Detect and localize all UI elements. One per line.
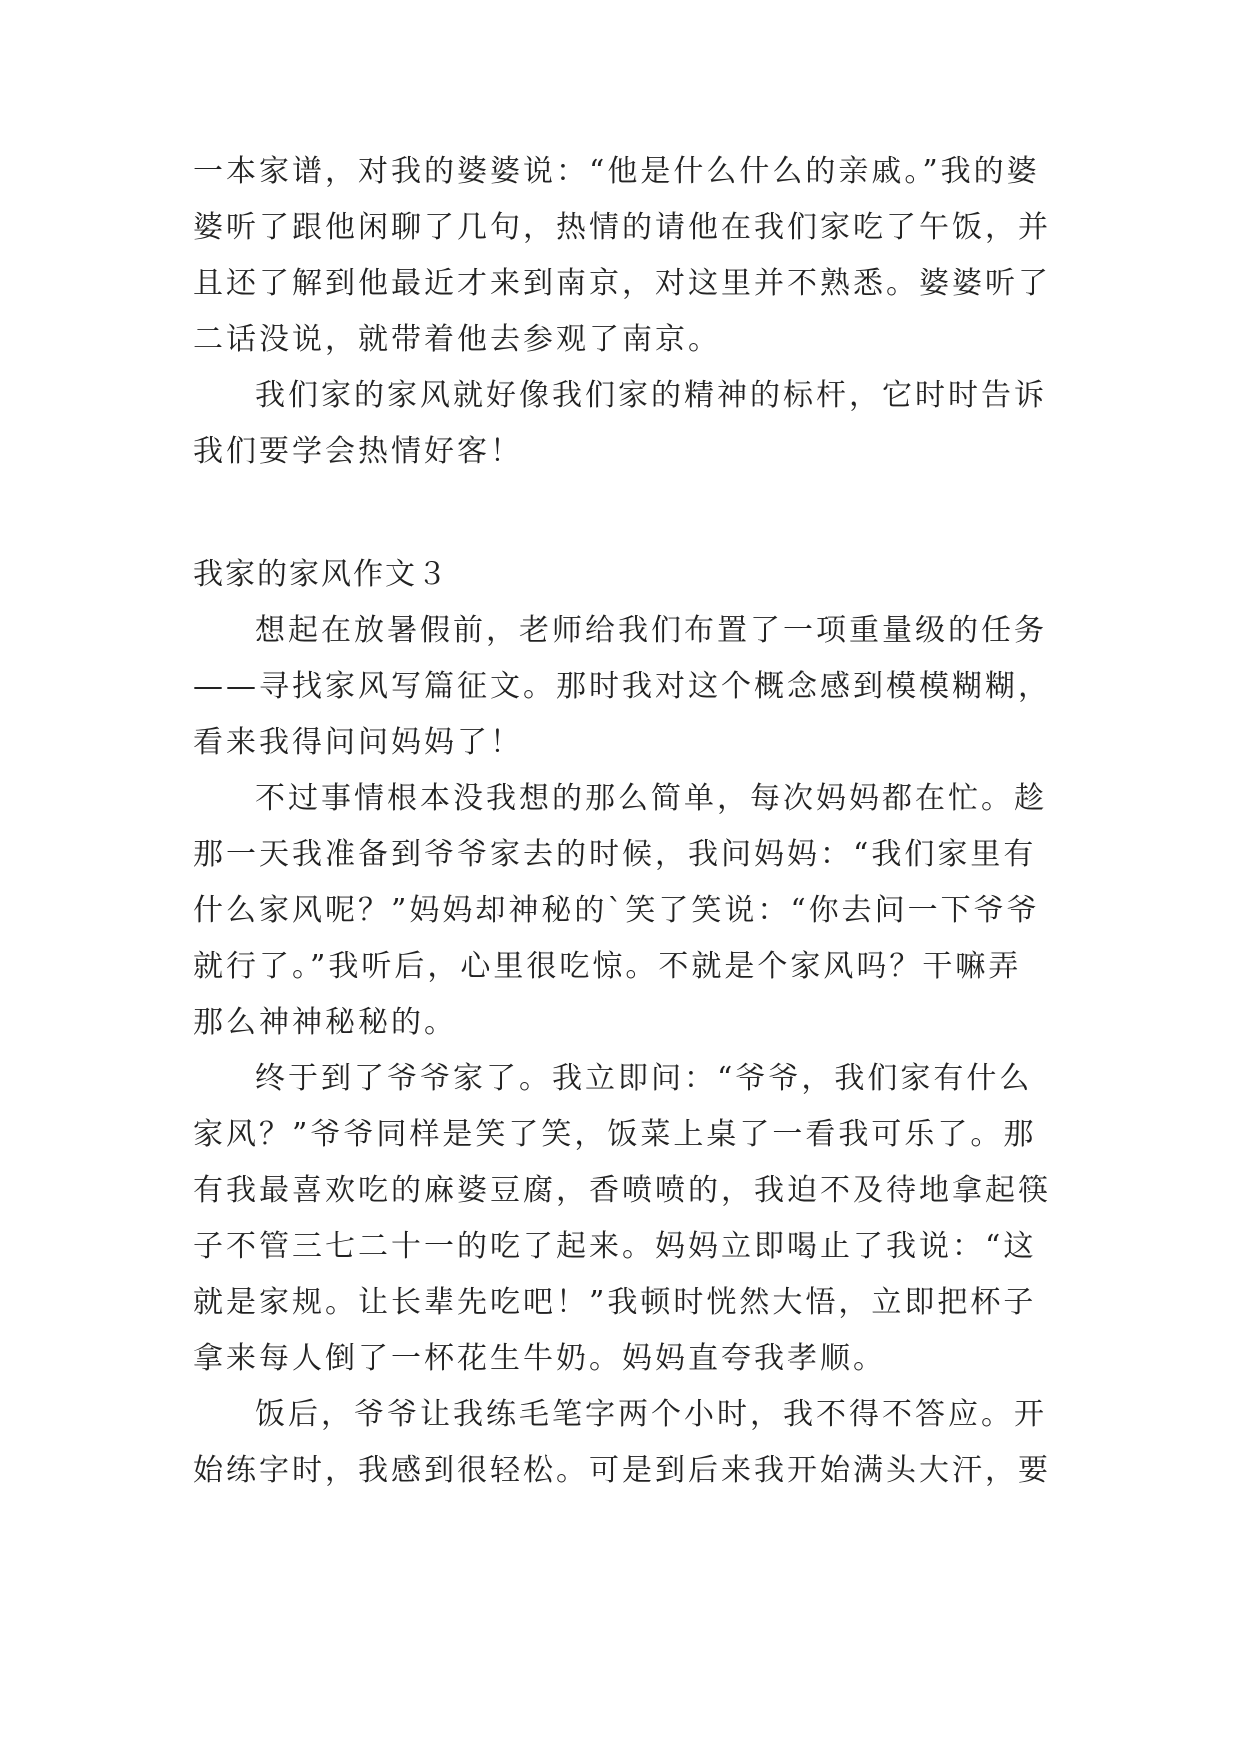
paragraph-line: 始练字时，我感到很轻松。可是到后来我开始满头大汗，要 <box>193 1453 1051 1488</box>
paragraph-line: 我们家的家风就好像我们家的精神的标杆，它时时告诉 <box>255 378 1047 413</box>
paragraph-line: 看来我得问问妈妈了！ <box>193 725 523 760</box>
paragraph-line: 那一天我准备到爷爷家去的时候，我问妈妈：“我们家里有 <box>193 837 1037 872</box>
paragraph-line: 什么家风呢？”妈妈却神秘的`笑了笑说：“你去问一下爷爷 <box>193 893 1040 928</box>
paragraph-line: 不过事情根本没我想的那么简单，每次妈妈都在忙。趁 <box>255 781 1047 816</box>
paragraph-line: 有我最喜欢吃的麻婆豆腐，香喷喷的，我迫不及待地拿起筷 <box>193 1173 1051 1208</box>
section-heading: 我家的家风作文３ <box>193 557 449 592</box>
paragraph-line: 家风？”爷爷同样是笑了笑，饭菜上桌了一看我可乐了。那 <box>193 1117 1037 1152</box>
paragraph-line: 一本家谱，对我的婆婆说：“他是什么什么的亲戚。”我的婆 <box>193 154 1040 189</box>
paragraph-line: 终于到了爷爷家了。我立即问：“爷爷，我们家有什么 <box>255 1061 1033 1096</box>
paragraph-line: 饭后，爷爷让我练毛笔字两个小时，我不得不答应。开 <box>255 1397 1047 1432</box>
paragraph-line: 我们要学会热情好客！ <box>193 434 523 469</box>
paragraph-line: 那么神神秘秘的。 <box>193 1005 457 1040</box>
paragraph-line: 拿来每人倒了一杯花生牛奶。妈妈直夸我孝顺。 <box>193 1341 886 1376</box>
paragraph-line: 婆听了跟他闲聊了几句，热情的请他在我们家吃了午饭，并 <box>193 210 1051 245</box>
paragraph-line: ——寻找家风写篇征文。那时我对这个概念感到模模糊糊， <box>193 669 1051 704</box>
paragraph-line: 且还了解到他最近才来到南京，对这里并不熟悉。婆婆听了 <box>193 266 1051 301</box>
paragraph-line: 就是家规。让长辈先吃吧！”我顿时恍然大悟，立即把杯子 <box>193 1285 1037 1320</box>
paragraph-line: 想起在放暑假前，老师给我们布置了一项重量级的任务 <box>255 613 1047 648</box>
paragraph-line: 子不管三七二十一的吃了起来。妈妈立即喝止了我说：“这 <box>193 1229 1037 1264</box>
paragraph-line: 二话没说，就带着他去参观了南京。 <box>193 322 721 357</box>
paragraph-line: 就行了。”我听后，心里很吃惊。不就是个家风吗？干嘛弄 <box>193 949 1022 984</box>
